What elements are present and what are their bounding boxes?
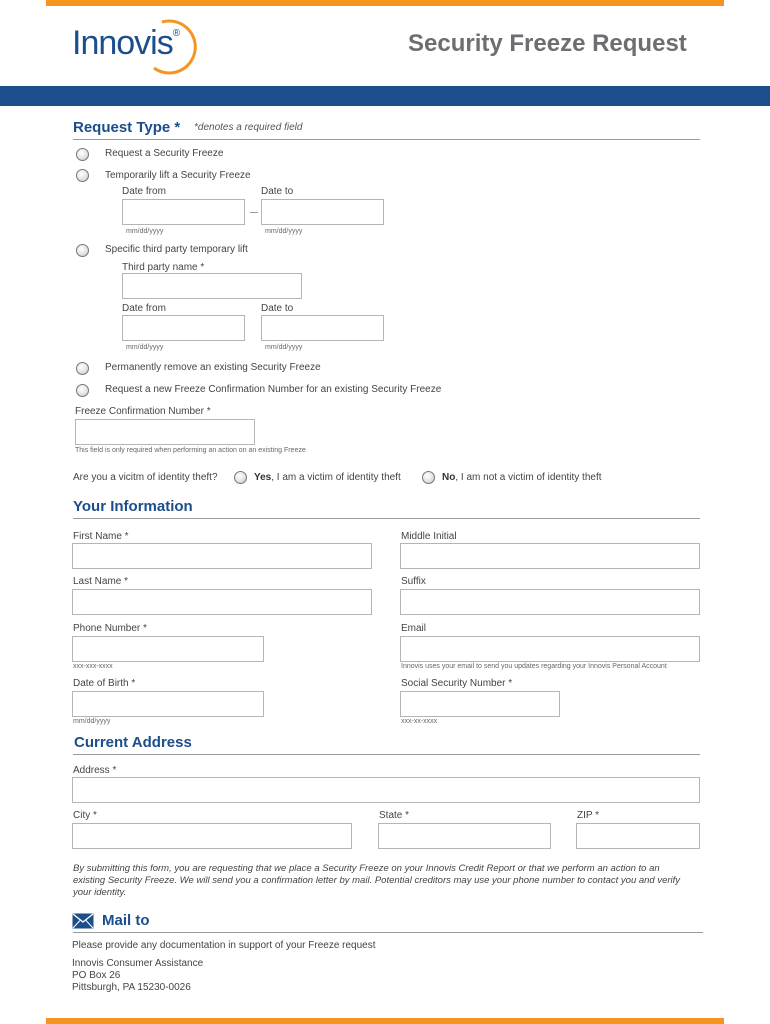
victim-yes-bold: Yes [254,472,272,483]
zip-label: ZIP * [577,810,600,821]
mailing-address [72,958,203,994]
date-of-birth-input[interactable] [72,691,264,717]
phone-number-hint: xxx-xxx-xxxx [73,663,113,670]
section-divider [73,932,703,933]
your-information-heading: Your Information [73,498,193,515]
radio-victim-yes[interactable] [234,471,247,484]
ssn-hint: xxx-xx-xxxx [401,718,438,725]
freeze-confirmation-number-label: Freeze Confirmation Number * [75,406,211,417]
city-input[interactable] [72,823,352,849]
temp-lift-date-to-label: Date to [261,186,294,197]
email-input[interactable] [400,636,700,662]
date-range-dash [250,212,258,213]
disclaimer-line-1: By submitting this form, you are requesting that we place a Security Freeze on your Innovis Credit Report or that we perform an action to an [73,863,660,874]
middle-initial-label: Middle Initial [401,531,457,542]
first-name-label: First Name * [73,531,129,542]
temp-lift-date-from-hint: mm/dd/yyyy [126,228,164,235]
section-divider [73,754,700,755]
documentation-note: Please provide any documentation in support of your Freeze request [72,940,376,951]
state-label: State * [379,810,410,821]
phone-number-input[interactable] [72,636,264,662]
required-field-note: *denotes a required field [194,122,303,133]
victim-no-rest: , I am not a victim of identity theft [455,472,602,483]
third-party-date-to-label: Date to [261,303,294,314]
radio-request-freeze[interactable] [76,148,89,161]
suffix-input[interactable] [400,589,700,615]
submission-disclaimer [73,863,703,899]
middle-initial-input[interactable] [400,543,700,569]
option-request-freeze-label: Request a Security Freeze [105,148,224,159]
logo-swoosh-icon [140,16,200,76]
victim-yes-label [254,472,401,483]
freeze-confirmation-number-hint: This field is only required when performing an action on an existing Freeze [75,447,306,454]
section-divider [73,139,700,140]
third-party-date-from-label: Date from [122,303,166,314]
radio-victim-no[interactable] [422,471,435,484]
section-divider [73,518,700,519]
first-name-input[interactable] [72,543,372,569]
last-name-input[interactable] [72,589,372,615]
envelope-icon [72,913,94,929]
top-accent-bar [46,0,724,6]
radio-new-confirmation-number[interactable] [76,384,89,397]
mailing-address-line-1: Innovis Consumer Assistance [72,958,204,969]
logo-wordmark: Innovis [72,24,173,62]
option-third-party-lift-label: Specific third party temporary lift [105,244,248,255]
radio-temporary-lift[interactable] [76,169,89,182]
phone-number-label: Phone Number * [73,623,147,634]
option-remove-freeze-label: Permanently remove an existing Security Freeze [105,362,321,373]
victim-no-bold: No [442,472,456,483]
date-of-birth-hint: mm/dd/yyyy [73,718,111,725]
temp-lift-date-from-input[interactable] [122,199,245,225]
third-party-date-from-input[interactable] [122,315,245,341]
header-blue-band [0,86,770,106]
email-hint: Innovis uses your email to send you updates regarding your Innovis Personal Account [401,663,667,670]
option-temporary-lift-label: Temporarily lift a Security Freeze [105,170,251,181]
third-party-date-from-hint: mm/dd/yyyy [126,344,164,351]
third-party-name-label: Third party name * [122,262,205,273]
last-name-label: Last Name * [73,576,129,587]
third-party-date-to-hint: mm/dd/yyyy [265,344,303,351]
freeze-confirmation-number-input[interactable] [75,419,255,445]
identity-theft-question: Are you a vicitm of identity theft? [73,472,218,483]
mailing-address-line-3: Pittsburgh, PA 15230-0026 [72,982,191,993]
option-new-confirmation-number-label: Request a new Freeze Confirmation Number for an existing Security Freeze [105,384,442,395]
temp-lift-date-to-input[interactable] [261,199,384,225]
victim-no-label [442,472,602,483]
victim-yes-rest: , I am a victim of identity theft [271,472,401,483]
page-title: Security Freeze Request [408,30,687,57]
mailing-address-line-2: PO Box 26 [72,970,121,981]
address-label: Address * [73,765,117,776]
city-label: City * [73,810,97,821]
disclaimer-line-3: your identity. [73,887,127,898]
date-of-birth-label: Date of Birth * [73,678,136,689]
disclaimer-line-2: existing Security Freeze. We will send you a confirmation letter by mail. Potential creditors may use your phone number to contact you and verify [73,875,681,886]
radio-remove-freeze[interactable] [76,362,89,375]
mail-to-heading: Mail to [102,912,150,929]
request-type-heading: Request Type * [73,119,181,136]
third-party-date-to-input[interactable] [261,315,384,341]
address-input[interactable] [72,777,700,803]
email-label: Email [401,623,427,634]
radio-third-party-lift[interactable] [76,244,89,257]
third-party-name-input[interactable] [122,273,302,299]
state-input[interactable] [378,823,551,849]
ssn-label: Social Security Number * [401,678,513,689]
temp-lift-date-from-label: Date from [122,186,166,197]
logo-registered-mark: ® [172,28,180,39]
ssn-input[interactable] [400,691,560,717]
temp-lift-date-to-hint: mm/dd/yyyy [265,228,303,235]
bottom-accent-bar [46,1018,724,1024]
suffix-label: Suffix [401,576,426,587]
current-address-heading: Current Address [74,734,192,751]
zip-input[interactable] [576,823,700,849]
